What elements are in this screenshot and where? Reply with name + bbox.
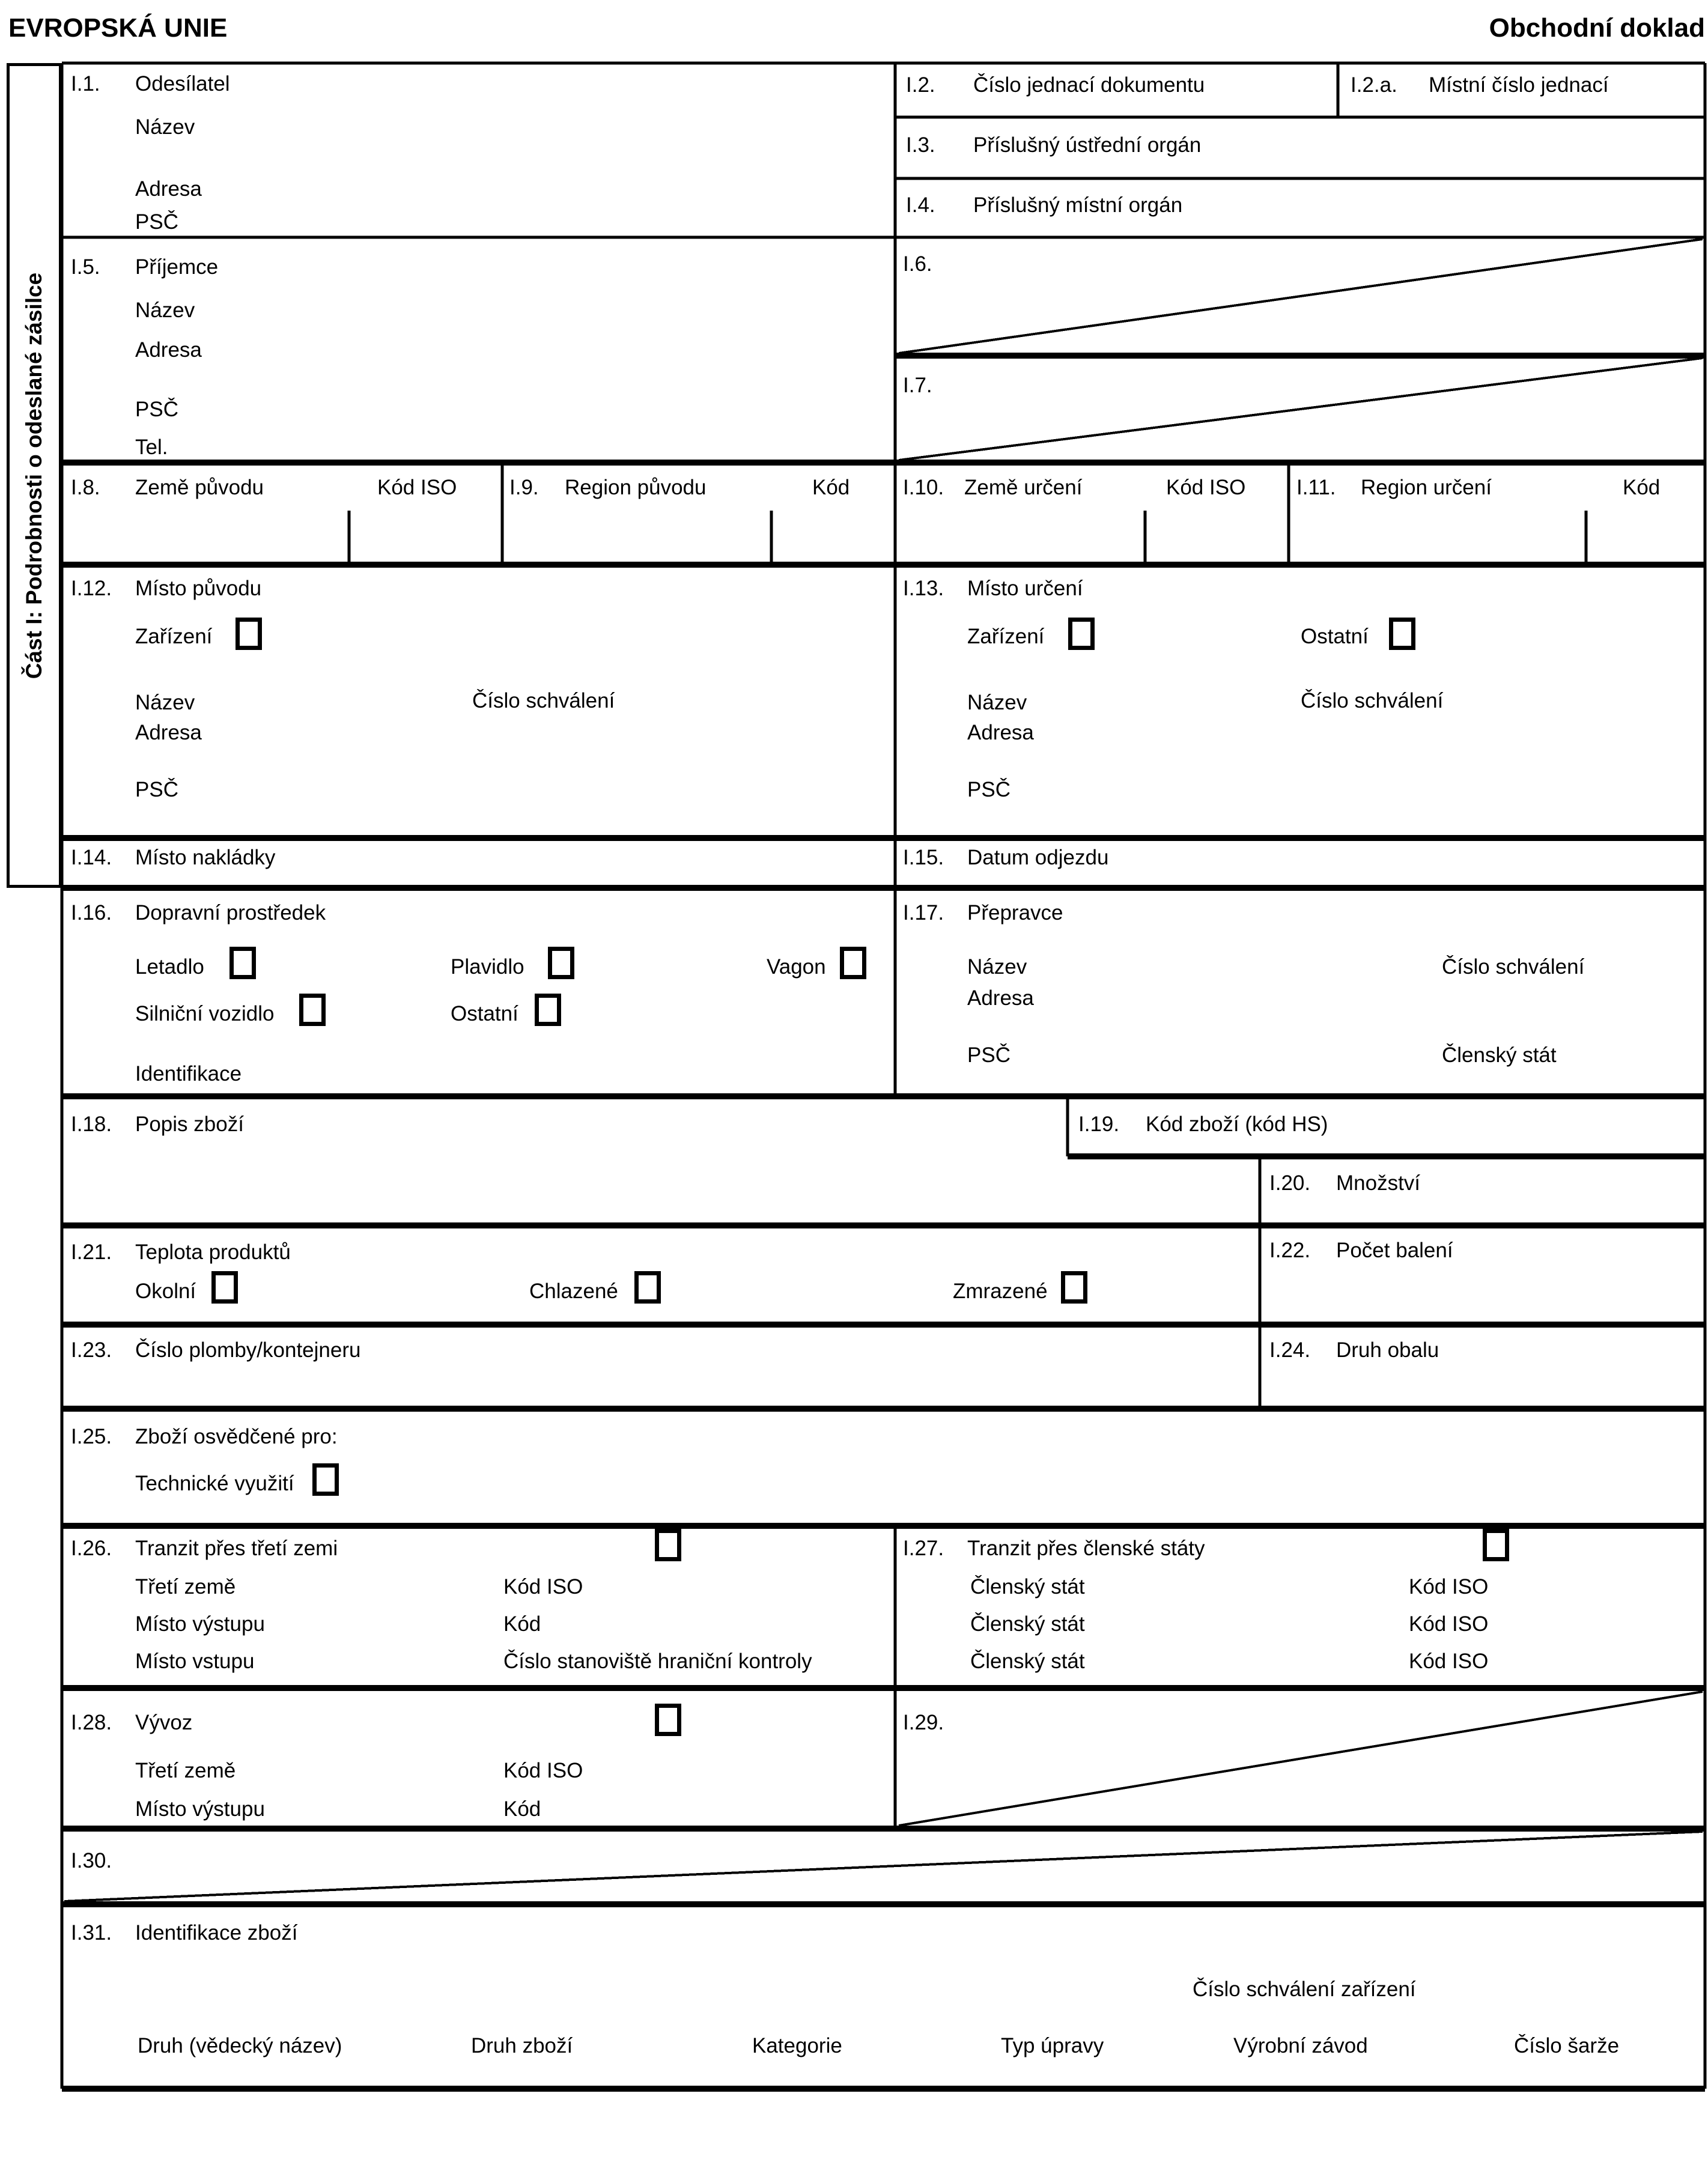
i16-vessel-checkbox[interactable]	[548, 947, 574, 979]
i18-label: Popis zboží	[135, 1113, 244, 1136]
i31-col-species-label: Druh (vědecký název)	[138, 2034, 342, 2057]
i27-iso-code-2-label: Kód ISO	[1409, 1612, 1489, 1636]
i5-label: Příjemce	[135, 255, 219, 279]
i22-label: Počet balení	[1336, 1239, 1453, 1262]
i28-label: Vývoz	[135, 1711, 193, 1734]
i13-address-label: Adresa	[967, 721, 1034, 744]
i31-col-treatment-label: Typ úpravy	[1001, 2034, 1104, 2057]
i2-label: Číslo jednací dokumentu	[973, 73, 1205, 97]
i8-number: I.8.	[71, 476, 100, 499]
i1-label: Odesílatel	[135, 72, 230, 96]
i31-col-category-label: Kategorie	[752, 2034, 842, 2057]
i17-number: I.17.	[903, 901, 944, 925]
i4-number: I.4.	[906, 193, 935, 217]
i26-bip-number-label: Číslo stanoviště hraniční kontroly	[503, 1650, 812, 1673]
i12-establishment-checkbox[interactable]	[236, 618, 262, 650]
i26-third-country-label: Třetí země	[135, 1575, 236, 1599]
i1-address-label: Adresa	[135, 177, 202, 201]
i28-export-checkbox[interactable]	[655, 1704, 681, 1736]
i13-label: Místo určení	[967, 577, 1083, 600]
i16-label: Dopravní prostředek	[135, 901, 326, 925]
i13-establishment-label: Zařízení	[967, 625, 1045, 648]
i20-label: Množství	[1336, 1171, 1421, 1195]
i15-number: I.15.	[903, 846, 944, 869]
i31-col-plant-label: Výrobní závod	[1233, 2034, 1368, 2057]
i11-code-label: Kód	[1623, 476, 1661, 499]
i26-label: Tranzit přes třetí zemi	[135, 1537, 338, 1560]
i2a-label: Místní číslo jednací	[1429, 73, 1609, 97]
i21-frozen-label: Zmrazené	[953, 1280, 1048, 1303]
i27-iso-code-1-label: Kód ISO	[1409, 1575, 1489, 1599]
i27-iso-code-3-label: Kód ISO	[1409, 1650, 1489, 1673]
i17-name-label: Název	[967, 955, 1027, 979]
i11-number: I.11.	[1296, 476, 1336, 499]
i17-member-state-label: Členský stát	[1442, 1043, 1557, 1067]
i1-postcode-label: PSČ	[135, 210, 178, 234]
i10-number: I.10.	[903, 476, 944, 499]
i21-number: I.21.	[71, 1240, 112, 1264]
i24-label: Druh obalu	[1336, 1338, 1439, 1362]
part-i-sidebar-label: Část I: Podrobnosti o odeslané zásilce	[22, 272, 46, 679]
i21-chilled-label: Chlazené	[529, 1280, 618, 1303]
i13-other-checkbox[interactable]	[1389, 618, 1415, 650]
i13-postcode-label: PSČ	[967, 778, 1011, 801]
i21-chilled-checkbox[interactable]	[634, 1271, 661, 1304]
i26-number: I.26.	[71, 1537, 112, 1560]
i30-number: I.30.	[71, 1849, 112, 1872]
i12-label: Místo původu	[135, 577, 262, 600]
i29-number: I.29.	[903, 1711, 944, 1734]
i31-col-batch-label: Číslo šarže	[1514, 2034, 1620, 2057]
i27-transit-checkbox[interactable]	[1483, 1529, 1509, 1561]
i31-label: Identifikace zboží	[135, 1921, 298, 1945]
i9-code-label: Kód	[812, 476, 850, 499]
i31-number: I.31.	[71, 1921, 112, 1945]
i5-number: I.5.	[71, 255, 100, 279]
i14-number: I.14.	[71, 846, 112, 869]
i10-label: Země určení	[964, 476, 1083, 499]
i21-ambient-label: Okolní	[135, 1280, 196, 1303]
i17-approval-number-label: Číslo schválení	[1442, 955, 1585, 979]
i16-other-label: Ostatní	[451, 1002, 518, 1025]
i22-number: I.22.	[1269, 1239, 1311, 1262]
i16-identification-label: Identifikace	[135, 1062, 242, 1085]
i16-road-vehicle-label: Silniční vozidlo	[135, 1002, 275, 1025]
i28-exit-code-label: Kód	[503, 1797, 541, 1821]
i27-member-state-1-label: Členský stát	[970, 1575, 1085, 1599]
i5-phone-label: Tel.	[135, 436, 168, 459]
i1-number: I.1.	[71, 72, 100, 96]
i17-address-label: Adresa	[967, 986, 1034, 1010]
i23-label: Číslo plomby/kontejneru	[135, 1338, 361, 1362]
i20-number: I.20.	[1269, 1171, 1311, 1195]
i13-other-label: Ostatní	[1301, 625, 1369, 648]
i27-member-state-3-label: Členský stát	[970, 1650, 1085, 1673]
i21-ambient-checkbox[interactable]	[211, 1271, 238, 1304]
page-title-eu: EVROPSKÁ UNIE	[8, 13, 228, 43]
i25-technical-use-label: Technické využití	[135, 1472, 294, 1495]
i28-exit-point-label: Místo výstupu	[135, 1797, 265, 1821]
i16-road-vehicle-checkbox[interactable]	[299, 994, 326, 1026]
i31-approval-number-label: Číslo schválení zařízení	[1193, 1978, 1416, 2001]
i16-railway-checkbox[interactable]	[840, 947, 866, 979]
i9-number: I.9.	[509, 476, 539, 499]
i5-postcode-label: PSČ	[135, 398, 178, 421]
i16-vessel-label: Plavidlo	[451, 955, 524, 979]
i25-number: I.25.	[71, 1425, 112, 1448]
i24-number: I.24.	[1269, 1338, 1311, 1362]
i17-postcode-label: PSČ	[967, 1043, 1011, 1067]
i25-technical-use-checkbox[interactable]	[312, 1463, 339, 1496]
i12-number: I.12.	[71, 577, 112, 600]
i26-exit-point-label: Místo výstupu	[135, 1612, 265, 1636]
i4-label: Příslušný místní orgán	[973, 193, 1183, 217]
i12-establishment-label: Zařízení	[135, 625, 213, 648]
i28-third-country-label: Třetí země	[135, 1759, 236, 1782]
i28-number: I.28.	[71, 1711, 112, 1734]
i3-label: Příslušný ústřední orgán	[973, 133, 1202, 157]
i1-name-label: Název	[135, 115, 195, 139]
i5-name-label: Název	[135, 299, 195, 322]
i18-number: I.18.	[71, 1113, 112, 1136]
i12-postcode-label: PSČ	[135, 778, 178, 801]
i5-address-label: Adresa	[135, 338, 202, 362]
i7-number: I.7.	[903, 374, 932, 397]
i13-name-label: Název	[967, 691, 1027, 714]
i16-number: I.16.	[71, 901, 112, 925]
part-i-sidebar	[7, 63, 62, 888]
i27-label: Tranzit přes členské státy	[967, 1537, 1205, 1560]
i23-number: I.23.	[71, 1338, 112, 1362]
i12-name-label: Název	[135, 691, 195, 714]
i13-number: I.13.	[903, 577, 944, 600]
i28-iso-code-label: Kód ISO	[503, 1759, 583, 1782]
i13-approval-number-label: Číslo schválení	[1301, 689, 1444, 712]
i21-label: Teplota produktů	[135, 1240, 291, 1264]
i13-establishment-checkbox[interactable]	[1068, 618, 1095, 650]
i19-label: Kód zboží (kód HS)	[1146, 1113, 1328, 1136]
i26-transit-checkbox[interactable]	[655, 1529, 681, 1561]
i16-other-checkbox[interactable]	[535, 994, 561, 1026]
i10-code-label: Kód ISO	[1166, 476, 1246, 499]
i19-number: I.19.	[1078, 1113, 1120, 1136]
i16-airplane-label: Letadlo	[135, 955, 204, 979]
i17-label: Přepravce	[967, 901, 1063, 925]
i25-label: Zboží osvědčené pro:	[135, 1425, 338, 1448]
i12-address-label: Adresa	[135, 721, 202, 744]
i12-approval-number-label: Číslo schválení	[472, 689, 615, 712]
i16-railway-label: Vagon	[767, 955, 826, 979]
i26-entry-point-label: Místo vstupu	[135, 1650, 255, 1673]
i15-label: Datum odjezdu	[967, 846, 1109, 869]
i8-code-label: Kód ISO	[377, 476, 457, 499]
i14-label: Místo nakládky	[135, 846, 276, 869]
i3-number: I.3.	[906, 133, 935, 157]
i26-iso-code-label: Kód ISO	[503, 1575, 583, 1599]
i11-label: Region určení	[1361, 476, 1492, 499]
page-title-document-type: Obchodní doklad	[1489, 13, 1705, 43]
i2a-number: I.2.a.	[1351, 73, 1397, 97]
i16-airplane-checkbox[interactable]	[229, 947, 256, 979]
i27-number: I.27.	[903, 1537, 944, 1560]
i9-label: Region původu	[565, 476, 707, 499]
i26-exit-code-label: Kód	[503, 1612, 541, 1636]
i31-col-commodity-label: Druh zboží	[471, 2034, 573, 2057]
i8-label: Země původu	[135, 476, 264, 499]
i21-frozen-checkbox[interactable]	[1061, 1271, 1087, 1304]
i6-number: I.6.	[903, 252, 932, 276]
i2-number: I.2.	[906, 73, 935, 97]
i27-member-state-2-label: Členský stát	[970, 1612, 1085, 1636]
